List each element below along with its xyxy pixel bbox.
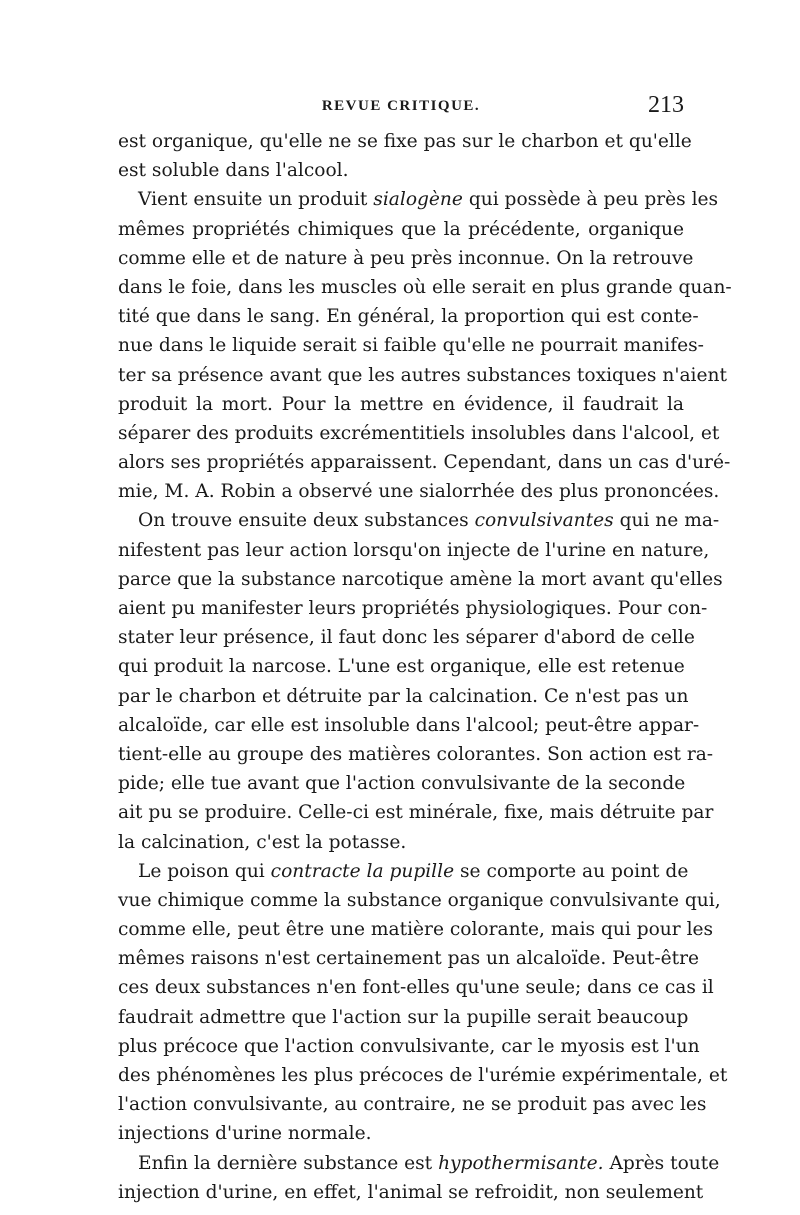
text-segment: produit la mort. Pour la mettre en évidence, il faudrait la: [118, 393, 684, 415]
text-segment: aient pu manifester leurs propriétés physiologiques. Pour con-: [118, 598, 708, 619]
text-line: [118, 273, 732, 302]
text-line: [118, 1061, 728, 1090]
text-segment: injections d'urine normale.: [118, 1123, 372, 1145]
text-line: [118, 857, 689, 886]
text-line: [118, 390, 684, 419]
italic-term: contracte la pupille: [270, 860, 455, 882]
text-segment: nifestent pas leur action lorsqu'on injecte de l'urine en nature,: [118, 539, 710, 561]
text-segment: mêmes raisons n'est certainement pas un alcaloïde. Peut-être: [118, 948, 700, 970]
text-line: [118, 1003, 689, 1032]
text-segment: nue dans le liquide serait si faible qu'elle ne pourrait manifes-: [118, 335, 704, 357]
text-segment: tité que dans le sang. En général, la proportion qui est conte-: [118, 306, 699, 328]
text-line: [118, 1119, 684, 1148]
text-segment: mie, M. A. Robin a observé une sialorrhée des plus prononcées.: [118, 481, 720, 503]
text-segment: Enfin la dernière substance est: [138, 1152, 439, 1174]
text-line: [118, 769, 684, 798]
italic-term: sialogène: [373, 189, 463, 211]
text-line: [118, 331, 704, 360]
text-line: [118, 798, 714, 827]
text-line: [118, 1090, 707, 1119]
text-segment: pide; elle tue avant que l'action convulsivante de la seconde: [118, 773, 686, 795]
text-segment: tient-elle au groupe des matières colorantes. Son action est ra-: [118, 743, 714, 765]
text-line: [118, 1149, 720, 1178]
text-line: [118, 506, 720, 535]
running-title: REVUE CRITIQUE.: [321, 98, 481, 114]
text-segment: injection d'urine, en effet, l'animal se refroidit, non seulement: [118, 1181, 704, 1203]
text-line: [118, 944, 700, 973]
text-line: [118, 302, 699, 331]
text-segment: est soluble dans l'alcool.: [118, 160, 349, 182]
text-line: [118, 623, 695, 652]
italic-term: hypothermisante.: [438, 1152, 604, 1174]
text-segment: Vient ensuite un produit: [138, 189, 374, 211]
text-line: [118, 711, 700, 740]
text-segment: vue chimique comme la substance organique convulsivante qui,: [118, 889, 721, 911]
text-segment: stater leur présence, il faut donc les séparer d'abord de celle: [118, 627, 695, 649]
text-segment: l'action convulsivante, au contraire, ne se produit pas avec les: [118, 1094, 707, 1116]
text-segment: se comporte au point de: [454, 860, 689, 882]
text-segment: parce que la substance narcotique amène la mort avant qu'elles: [118, 568, 723, 590]
text-segment: qui possède à peu près les: [462, 189, 719, 211]
text-line: [118, 419, 720, 448]
text-line: [118, 915, 714, 944]
text-line: [118, 682, 689, 711]
text-line: [118, 652, 684, 681]
text-segment: par le charbon et détruite par la calcination. Ce n'est pas un: [118, 685, 689, 707]
page-number: 213: [648, 92, 684, 118]
text-line: [118, 973, 714, 1002]
text-segment: la calcination, c'est la potasse.: [118, 831, 407, 853]
text-line: [118, 1178, 704, 1207]
text-line: [118, 244, 694, 273]
text-segment: est organique, qu'elle ne se fixe pas sur le charbon et qu'elle: [118, 131, 692, 152]
text-segment: comme elle et de nature à peu près inconnue. On la retrouve: [118, 247, 694, 269]
text-segment: séparer des produits excrémentitiels insolubles dans l'alcool, et: [118, 422, 720, 444]
text-line: [118, 828, 684, 857]
text-segment: des phénomènes les plus précoces de l'urémie expérimentale, et: [118, 1065, 728, 1086]
book-page: [118, 0, 732, 1215]
text-line: [118, 361, 727, 390]
text-line: [118, 185, 719, 214]
text-line: [118, 886, 721, 915]
text-segment: dans le foie, dans les muscles où elle serait en plus grande quan-: [118, 276, 732, 298]
text-line: [118, 740, 714, 769]
text-segment: ter sa présence avant que les autres substances toxiques n'aient: [118, 364, 727, 386]
text-segment: plus précoce que l'action convulsivante, car le myosis est l'un: [118, 1035, 700, 1057]
body-text: [118, 127, 732, 1207]
text-segment: comme elle, peut être une matière colorante, mais qui pour les: [118, 919, 714, 941]
text-line: [118, 536, 710, 565]
text-line: [118, 565, 723, 594]
text-line: [118, 448, 731, 477]
text-line: [118, 1032, 700, 1061]
running-head: [118, 92, 684, 122]
text-segment: alcaloïde, car elle est insoluble dans l'alcool; peut-être appar-: [118, 714, 700, 736]
text-line: [118, 215, 684, 244]
text-segment: ces deux substances n'en font-elles qu'une seule; dans ce cas il: [118, 977, 714, 999]
text-segment: qui produit la narcose. L'une est organique, elle est retenue: [118, 656, 685, 678]
text-line: [118, 127, 692, 156]
text-segment: qui ne ma-: [613, 510, 720, 532]
text-segment: ait pu se produire. Celle-ci est minérale, fixe, mais détruite par: [118, 802, 714, 824]
text-segment: Après toute: [603, 1152, 720, 1174]
text-segment: faudrait admettre que l'action sur la pupille serait beaucoup: [118, 1006, 689, 1028]
text-line: [118, 156, 684, 185]
text-segment: alors ses propriétés apparaissent. Cependant, dans un cas d'uré-: [118, 452, 731, 474]
text-segment: On trouve ensuite deux substances: [138, 510, 475, 532]
italic-term: convulsivantes: [474, 510, 614, 532]
text-segment: mêmes propriétés chimiques que la précédente, organique: [118, 218, 684, 240]
text-line: [118, 594, 708, 623]
text-line: [118, 477, 720, 506]
text-segment: Le poison qui: [138, 860, 271, 882]
